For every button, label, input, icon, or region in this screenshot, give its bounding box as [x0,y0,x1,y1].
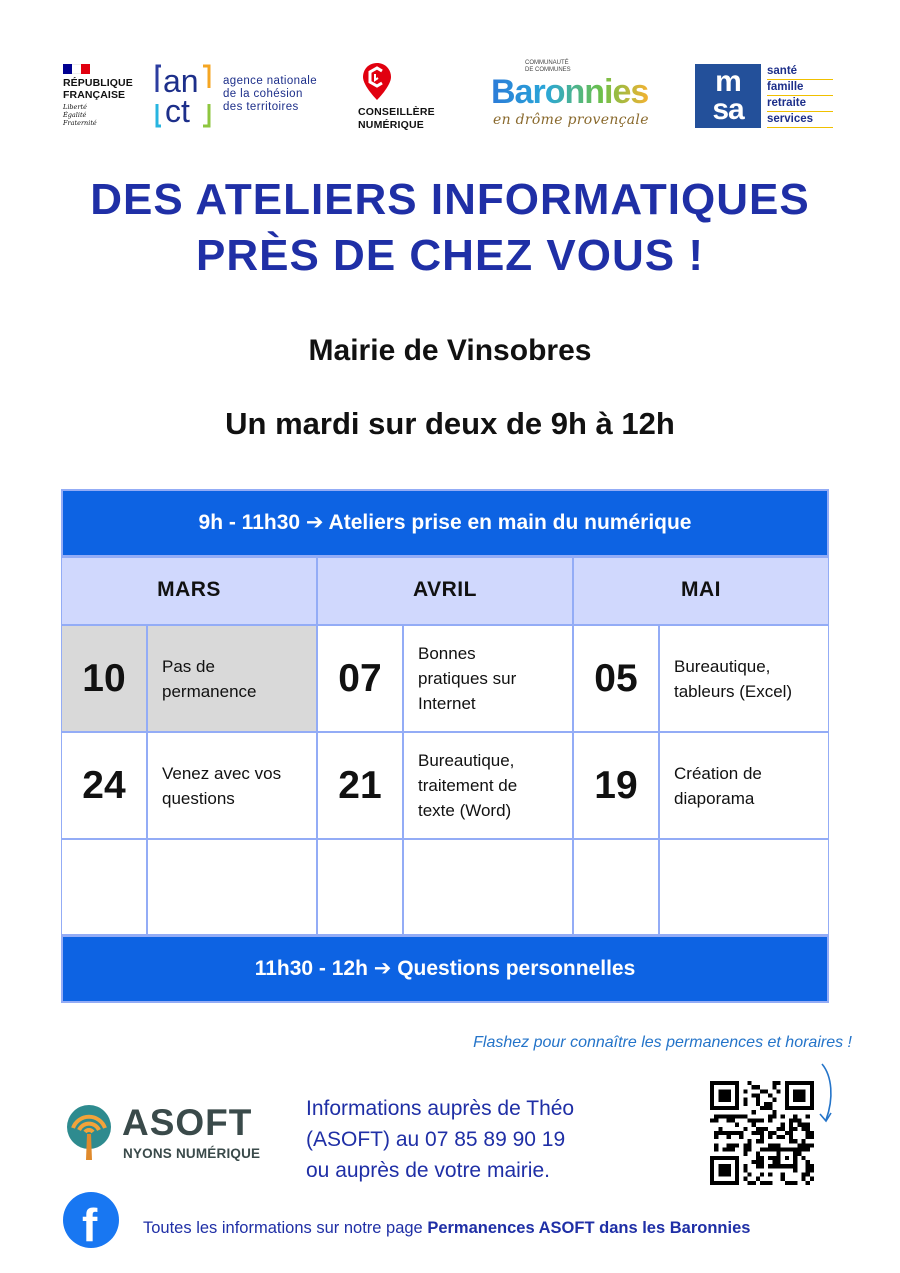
session-day [573,839,659,935]
french-flag-icon [63,64,90,74]
session-topic-text: Venez avec vos questions [162,763,282,808]
qr-code[interactable] [710,1081,814,1185]
page-title [0,172,900,284]
month-header: AVRIL [317,557,573,625]
msa-line3: retraite [767,96,833,112]
motto-fraternite: Fraternité [63,119,97,127]
partner-logos [0,58,900,138]
session-topic [147,625,317,732]
republique-line2: FRANÇAISE [63,89,126,101]
info-line2: (ASOFT) au 07 85 89 90 19 [306,1128,566,1151]
conseillere-line2: NUMÉRIQUE [358,119,424,131]
msa-text [767,64,833,128]
anct-line2: de la cohésion [223,88,303,100]
session-topic [403,625,573,732]
session-topic [403,839,573,935]
title-line2: PRÈS DE CHEZ VOUS ! [196,231,704,280]
session-topic [147,732,317,839]
qr-caption: Flashez pour connaître les permanences et horaires ! [473,1034,852,1051]
map-pin-icon [362,62,392,102]
baronnies-tagline: en drôme provençale [493,112,649,128]
republique-text [63,77,143,101]
republique-motto [63,103,143,127]
anct-mark-bottom: ct [165,93,190,129]
facebook-page-text [143,1219,750,1238]
sessions-grid [61,625,829,935]
conseillere-numerique-logo [358,62,448,132]
facebook-prefix: Toutes les informations sur notre page [143,1219,428,1237]
anct-mark-icon [155,60,215,130]
workshop-table [61,489,829,1003]
session-topic [659,839,829,935]
session-topic [659,732,829,839]
baronnies-small2: DE COMMUNES [525,67,571,73]
session-day: 19 [573,732,659,839]
baronnies-small-text [525,60,571,74]
msa-line1: santé [767,64,833,80]
session-day [317,839,403,935]
anct-line3: des territoires [223,101,299,113]
session-day: 07 [317,625,403,732]
motto-liberte: Liberté [63,103,87,111]
session-day: 05 [573,625,659,732]
facebook-icon[interactable]: f [63,1192,119,1248]
title-line1: DES ATELIERS INFORMATIQUES [90,175,810,224]
baronnies-logo [487,60,657,132]
msa-line2: famille [767,80,833,96]
questions-session-band: 11h30 - 12h ➔ Questions personnelles [61,935,829,1003]
session-topic-text: Bureautique, tableurs (Excel) [674,656,793,701]
anct-logo [155,60,345,130]
msa-mark-bottom: sa [712,93,744,126]
session-topic-text: Pas de permanence [162,656,257,701]
month-header: MARS [61,557,317,625]
asoft-tree-wifi-icon [64,1102,114,1164]
conseillere-line1: CONSEILLÈRE [358,106,435,118]
session-topic [403,732,573,839]
months-header [61,557,829,625]
session-day [61,839,147,935]
info-line1: Informations auprès de Théo [306,1097,575,1120]
schedule-heading: Un mardi sur deux de 9h à 12h [225,406,675,441]
anct-line1: agence nationale [223,75,318,87]
republique-line1: RÉPUBLIQUE [63,77,133,89]
msa-mark-top: m [715,65,741,98]
session-day: 24 [61,732,147,839]
session-topic-text: Création de diaporama [674,763,762,808]
republique-francaise-logo [63,64,143,127]
msa-line4: services [767,112,833,128]
motto-egalite: Égalité [63,111,87,119]
month-header: MAI [573,557,829,625]
anct-text [223,75,317,114]
info-line3: ou auprès de votre mairie. [306,1159,550,1182]
session-topic [659,625,829,732]
curved-arrow-icon [814,1062,838,1126]
session-topic [147,839,317,935]
morning-session-band: 9h - 11h30 ➔ Ateliers prise en main du numérique [61,489,829,557]
conseillere-text [358,106,435,132]
msa-mark-icon [695,64,761,128]
anct-mark-top: an [163,63,199,99]
baronnies-name: Baronnies [491,73,649,111]
session-topic-text: Bureautique, traitement de texte (Word) [418,751,518,820]
baronnies-small1: COMMUNAUTÉ [525,60,569,66]
session-day: 21 [317,732,403,839]
session-topic-text: Bonnes pratiques sur Internet [418,644,517,713]
asoft-name: ASOFT [122,1102,253,1143]
msa-logo [695,64,845,130]
asoft-subtitle: NYONS NUMÉRIQUE [123,1146,261,1161]
contact-info [306,1093,574,1186]
asoft-logo [64,1102,284,1172]
location-heading: Mairie de Vinsobres [308,334,592,367]
facebook-page-link[interactable]: Permanences ASOFT dans les Baronnies [427,1219,751,1237]
session-day: 10 [61,625,147,732]
